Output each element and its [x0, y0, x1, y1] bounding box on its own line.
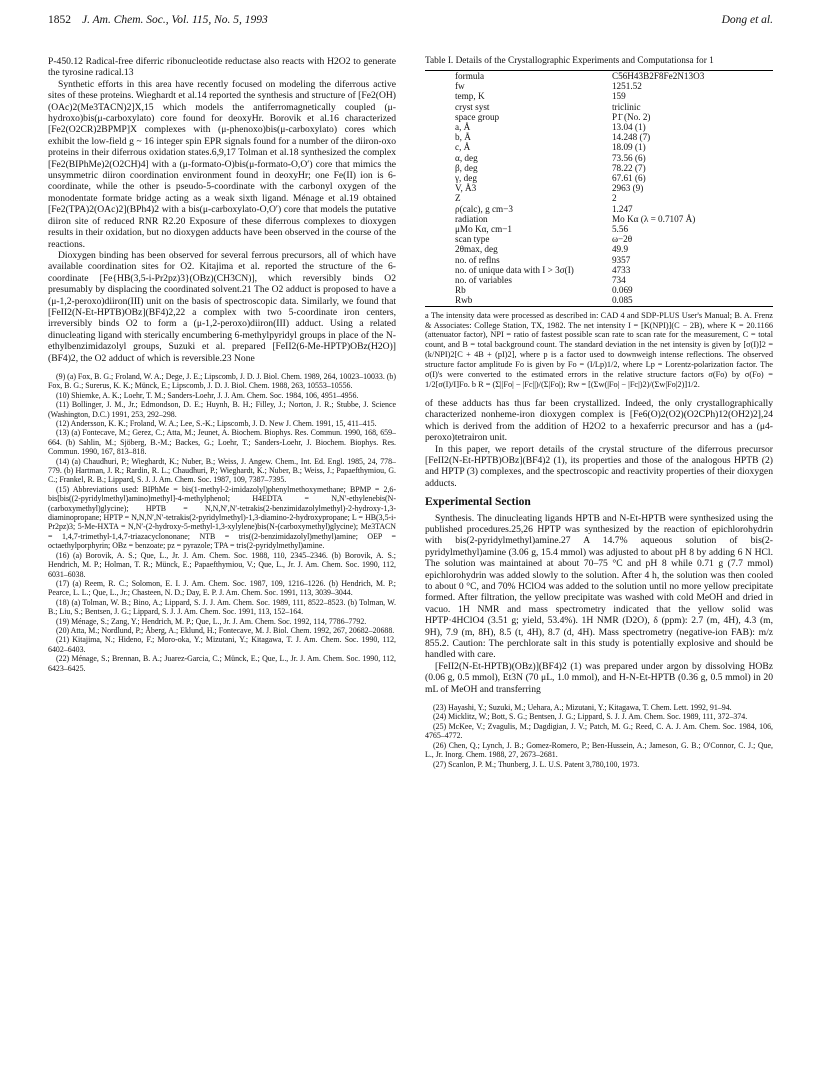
- table-param-value: 49.9: [611, 244, 629, 255]
- table-row: [425, 112, 773, 122]
- table-row: [425, 142, 773, 152]
- reference-item: (20) Atta, M.; Nordlund, P.; Åberg, A.; Eklund, H.; Fontecave, M. J. Biol. Chem. 1992, 267, 20682–20688.: [56, 625, 395, 635]
- table-row: [425, 71, 773, 82]
- table-row: [425, 153, 773, 163]
- reference-item: (16) (a) Borovik, A. S.; Que, L., Jr. J. Am. Chem. Soc. 1988, 110, 2345–2346. (b) Borovik, A. S.; Hendrich, M. P.; Holman, T. R.; Münck, E.; Papaefthymiou, V.; Que, L., Jr. J. Am. Chem. Soc. 1990, 112, 6031–6038.: [48, 550, 396, 579]
- crystallography-table: [425, 70, 773, 307]
- body-paragraph: [FeII2(N-Et-HPTB)(OBz)](BF4)2 (1) was prepared under argon by dissolving HOBz (0.06 g, 0.5 mmol), Et3N (70 μL, 1.0 mmol), and H-N-Et-HPTB (0.36 g, 0.5 mmol) in 20 mL of MeOH and transferring: [425, 660, 773, 695]
- table-param-value: 14.248 (7): [611, 132, 651, 143]
- body-paragraph: Dioxygen binding has been observed for several ferrous precursors, all of which have available coordination sites for O2. Kitajima et al. reported the structure of the 6-coordinate [Fe{HB(3,5-i-Pr2pz)3}(OBz)(CH3CN)], which reversibly binds O2 presumably by displacing the coordinated solvent.21 The O2 adduct is proposed to have a (μ-1,2-peroxo)diiron(III) unit on the basis of spectroscopic data. Similarly, we found that [FeII2(N-Et-HPTB)OBz](BF4)2,22 a complex with two 5-coordinate iron centers, irreversibly binds O2 to form a (μ-1,2-peroxo)diiron(III) adduct. Using a related dinucleating ligand with sterically encumbering 6-methylpyridyl groups in place of the N-ethylbenzimidazolyl groups, Suzuki et al. prepared [FeII2(6-Me-HPTP)OBz(H2O)](BF4)2, the O2 adduct of which is reversible.23 None: [48, 249, 396, 364]
- right-column: [425, 56, 773, 769]
- page-number: 1852: [48, 14, 71, 26]
- table-row: [425, 132, 773, 142]
- table-param-value: 5.56: [611, 224, 629, 235]
- table-param-value: 78.22 (7): [611, 162, 646, 173]
- table-param-label: cryst syst: [455, 101, 490, 112]
- table-param-label: γ, deg: [455, 173, 477, 184]
- table-param-label: radiation: [455, 213, 488, 224]
- table-param-value: 13.04 (1): [611, 122, 646, 133]
- references-left: [48, 372, 396, 673]
- table-param-label: scan type: [455, 234, 490, 245]
- table-param-label: a, Å: [455, 122, 471, 133]
- table-param-label: no. of variables: [455, 275, 512, 286]
- table-row: [425, 173, 773, 183]
- reference-item: (10) Shiemke, A. K.; Loehr, T. M.; Sanders-Loehr, J. J. Am. Chem. Soc. 1984, 106, 4951–4956.: [56, 390, 359, 400]
- table-param-value: C56H43B2F8Fe2N13O3: [611, 71, 705, 81]
- reference-item: (21) Kitajima, N.; Hideno, F.; Moro-oka, Y.; Mizutani, Y.; Kitagawa, T. J. Am. Chem. Soc. 1990, 112, 6402–6403.: [48, 635, 396, 654]
- reference-item: (15) Abbreviations used: BIPhMe = bis(1-methyl-2-imidazolyl)phenylmethoxymethane; BPMP = 2,6-bis[bis((2-pyridylmethyl)amino)methyl]-4-methylphenol; H4EDTA = N,N′-ethylenebis(N-(carboxymethyl)glycine); HPTB = N,N,N′,N′-tetrakis(2-benzimidazolylmethyl)-2-hydroxy-1,3-diaminopropane; HPTP = N,N,N′,N′-tetrakis(2-pyridylmethyl)-1,3-diamino-2-hydroxypropane; L = HB(3,5-i-Pr2pz)3; 5-Me-HXTA = N,N′-(2-hydroxy-5-methyl-1,3-xylylene)bis(N-(carboxymethyl)glycine); Me3TACN = 1,4,7-trimethyl-1,4,7-triazacyclononane; NTB = tris((2-benzimidazolyl)methyl)amine; OEP = octaethylporphyrin; OBz = benzoate; pz = pyrazole; TPA = tris(2-pyridylmethyl)amine.: [48, 484, 396, 551]
- table-row: [425, 234, 773, 244]
- table-row: [425, 102, 773, 112]
- table-param-value: P1̄ (No. 2): [611, 111, 651, 122]
- reference-item: (11) Bollinger, J. M., Jr.; Edmondson, D. E.; Huynh, B. H.; Filley, J.; Norton, J. R.; Stubbe, J. Science (Washington, D.C.) 1991, 253, 292–298.: [48, 400, 396, 419]
- body-paragraph: In this paper, we report details of the crystal structure of the diferrous precursor [FeII2(N-Et-HPTB)OBz](BF4)2 (1), its properties and those of the analogous HPTB (2) and HPTP (3) complexes, and the spectroscopic and reactivity properties of their dioxygen adducts.: [425, 443, 773, 489]
- body-paragraph: P-450.12 Radical-free diferric ribonucleotide reductase also reacts with H2O2 to generate the tyrosine radical.13: [48, 56, 396, 79]
- reference-item: (25) McKee, V.; Zvagulis, M.; Dagdigian, J. V.; Patch, M. G.; Reed, C. A. J. Am. Chem. Soc. 1984, 106, 4765–4772.: [425, 721, 773, 741]
- reference-item: (26) Chen, Q.; Lynch, J. B.; Gomez-Romero, P.; Ben-Hussein, A.; Jameson, G. B.; O'Connor, C. J.; Que, L., Jr. Inorg. Chem. 1988, 27, 2673–2681.: [425, 740, 773, 760]
- body-paragraph: Synthetic efforts in this area have recently focused on modeling the diferrous active sites of these proteins. Wieghardt et al.14 reported the synthesis and structure of [Fe2(OH)(OAc)2(Me3TACN)2]X,15 which models the antiferromagnetically coupled (μ-hydroxo)bis(μ-carboxylato) core found for deoxyHr. Borovik et al.16 characterized [Fe2(O2CR)2BPMP]X complexes with (μ-phenoxo)bis(μ-carboxylato) cores which exhibit the low-field g ~ 16 integer spin EPR signals found for a number of the diiron-oxo proteins in their diferrous oxidation states.6,9,17 Tolman et al.18 synthesized the complex [Fe2(BIPhMe)2(O2CH)4] with a (μ-formato-O)bis(μ-formato-O,O′) core that mimics the unsymmetric diiron coordination environment found in deoxyHr; one Fe(II) ion is 6-coordinate, while the other is pseudo-5-coordinate with the carbonyl oxygen of the monodentate formate bridge acting as a weak sixth ligand. Ménage et al.19 obtained [Fe2(TPA)2(OAc)2](BPh4)2 with a bis(μ-carboxylato-O,O′) core that models the putative diiron site of reduced RNR R2.20 Exposure of these diferrous complexes to dioxygen results in their oxidation, but no dioxygen adducts have been observed in the course of the reactions.: [48, 78, 396, 250]
- table-param-value: 67.61 (6): [611, 173, 646, 184]
- table-param-value: triclinic: [611, 101, 641, 112]
- table-row: [425, 193, 773, 203]
- table-param-label: β, deg: [455, 162, 478, 173]
- table-param-label: μMo Kα, cm−1: [455, 224, 513, 235]
- table-param-value: 2963 (9): [611, 183, 644, 194]
- table-param-label: no. of reflns: [455, 254, 500, 265]
- reference-item: (9) (a) Fox, B. G.; Froland, W. A.; Dege, J. E.; Lipscomb, J. D. J. Biol. Chem. 1989, 264, 10023–10033. (b) Fox, B. G.; Surerus, K. K.; Münck, E.; Lipscomb, J. D. J. Biol. Chem. 1988, 263, 10553–10556.: [48, 371, 396, 391]
- running-authors: Dong et al.: [721, 14, 773, 26]
- reference-item: (12) Andersson, K. K.; Froland, W. A.; Lee, S.-K.; Lipscomb, J. D. New J. Chem. 1991, 15, 411–415.: [56, 419, 377, 428]
- table-param-label: α, deg: [455, 152, 478, 163]
- references-right: [425, 703, 773, 769]
- table-param-label: V, Å3: [455, 183, 477, 194]
- table-row: [425, 224, 773, 234]
- table-param-label: c, Å: [455, 142, 471, 153]
- table-param-label: Z: [455, 193, 461, 204]
- table-row: [425, 244, 773, 254]
- table-param-label: ρ(calc), g cm−3: [455, 203, 513, 214]
- table-param-label: space group: [455, 111, 500, 122]
- table-row: [425, 255, 773, 265]
- body-paragraph: of these adducts has thus far been crystallized. Indeed, the only crystallographically characterized nonheme-iron dioxygen complex is [Fe6(O)2(O2)(O2CPh)12(OH2)2],24 which is derived from the addition of H2O2 to a hexaferric precursor and has a (μ4-peroxo)tetrairon unit.: [425, 397, 773, 444]
- reference-item: (23) Hayashi, Y.; Suzuki, M.; Uehara, A.; Mizutani, Y.; Kitagawa, T. Chem. Lett. 1992, 91–94.: [433, 703, 732, 713]
- table-row: [425, 81, 773, 91]
- reference-item: (13) (a) Fontecave, M.; Gerez, C.; Atta, M.; Jeunet, A. Biochem. Biophys. Res. Commun. 1990, 168, 659–664. (b) Sahlin, M.; Sjöberg, B.-M.; Backes, G.; Loehr, T.; Sanders-Loehr, J. Biochem. Biophys. Res. Commun. 1990, 167, 813–818.: [48, 428, 396, 457]
- table-row: [425, 285, 773, 295]
- table-param-label: b, Å: [455, 132, 471, 143]
- body-paragraph: Synthesis. The dinucleating ligands HPTB and N-Et-HPTB were synthesized using the published procedures.25,26 HPTP was synthesized by the reaction of epichlorohydrin with bis(2-pyridylmethyl)amine.27 A 14.7% aqueous solution of bis(2-pyridylmethyl)amine (3.06 g, 15.4 mmol) was adjusted to about pH 8 by adding 6 N HCl. The solution was maintained at about 70–75 °C and pH 8 while 0.71 g (7.7 mmol) epichlorohydrin was added slowly to the solution. After 4 h, the solution was then cooled to about 0 °C, and 70% HClO4 was added to the solution until no more yellow precipitate formed. After filtration, the yellow precipitate was washed with cold MeOH and dried in vacuo. 1H NMR and mass spectrometry indicated that the yellow solid was HPTP·4HClO4 (3.51 g; yield, 53.4%). 1H NMR (D2O), δ (ppm): 2.7 (m, 4H), 4.3 (m, 9H), 7.9 (m, 8H), 8.5 (t, 4H), 8.7 (d, 4H). Mass spectrometry (negative-ion FAB): m/z 855.2. Caution: The perchlorate salt in this study is potentially explosive and should be handled with care.: [425, 512, 773, 661]
- table-param-value: 1.247: [611, 203, 633, 214]
- table-param-value: 2: [611, 193, 617, 204]
- table-param-value: 73.56 (6): [611, 152, 646, 163]
- table-param-label: fw: [455, 81, 465, 92]
- reference-item: (17) (a) Reem, R. C.; Solomon, E. I. J. Am. Chem. Soc. 1987, 109, 1216–1226. (b) Hendrich, M. P.; Pearce, L. L.; Que, L., Jr.; Chasteen, N. D.; Day, E. P. J. Am. Chem. Soc. 1991, 113, 3039–3044.: [48, 578, 396, 598]
- table-row: [425, 204, 773, 214]
- reference-item: (18) (a) Tolman, W. B.; Bino, A.; Lippard, S. J. J. Am. Chem. Soc. 1989, 111, 8522–8523. (b) Tolman, W. B.; Liu, S.; Bentsen, J. G.; Lippard, S. J. J. Am. Chem. Soc. 1991, 113, 152–164.: [48, 597, 396, 617]
- reference-item: (19) Ménage, S.; Zang, Y.; Hendrich, M. P.; Que, L., Jr. J. Am. Chem. Soc. 1992, 114, 7786–7792.: [56, 616, 367, 626]
- page-header: [48, 14, 773, 36]
- table-row: [425, 275, 773, 285]
- table-row: [425, 122, 773, 132]
- table-param-value: Mo Kα (λ = 0.7107 Å): [611, 213, 696, 224]
- table-row: [425, 163, 773, 173]
- reference-item: (22) Ménage, S.; Brennan, B. A.; Juarez-Garcia, C.; Münck, E.; Que, L., Jr. J. Am. Chem. Soc. 1990, 112, 6423–6425.: [48, 654, 396, 673]
- reference-item: (24) Micklitz, W.; Bott, S. G.; Bentsen, J. G.; Lippard, S. J. J. Am. Chem. Soc. 1989, 111, 372–374.: [433, 712, 748, 722]
- table-row: [425, 214, 773, 224]
- table-row: [425, 265, 773, 275]
- table-param-value: 18.09 (1): [611, 142, 646, 153]
- reference-item: (14) (a) Chaudhuri, P.; Wieghardt, K.; Nuber, B.; Weiss, J. Angew. Chem., Int. Ed. Engl. 1985, 24, 778–779. (b) Hartman, J. R.; Rardin, R. L.; Chaudhuri, P.; Wieghardt, K.; Nuber, B.; Weiss, J.; Papaefthymiou, G. C.; Frankel, R. B.; Lippard, S. J. J. Am. Chem. Soc. 1987, 109, 7387–7395.: [48, 456, 396, 485]
- table-param-value: 9357: [611, 254, 631, 265]
- table-param-label: temp, K: [455, 91, 485, 102]
- table-row: [425, 183, 773, 193]
- table-param-value: 0.085: [611, 295, 633, 306]
- table-param-value: 159: [611, 91, 626, 102]
- table-param-value: 734: [611, 275, 626, 286]
- table-param-value: 0.069: [611, 285, 633, 296]
- table-param-label: 2θmax, deg: [455, 244, 498, 255]
- journal-citation: J. Am. Chem. Soc., Vol. 115, No. 5, 1993: [82, 14, 268, 26]
- table-param-label: formula: [455, 71, 485, 81]
- left-column: [48, 56, 396, 673]
- table-row: [425, 295, 773, 306]
- table-row: [425, 91, 773, 101]
- reference-item: (27) Scanlon, P. M.; Thunberg, J. L. U.S. Patent 3,780,100, 1973.: [433, 759, 640, 769]
- table-param-label: Rb: [455, 285, 466, 296]
- table-caption: Table I. Details of the Crystallographic Experiments and Computationsa for 1: [425, 56, 714, 66]
- table-param-label: Rwb: [455, 295, 473, 306]
- table-param-value: 4733: [611, 264, 631, 275]
- section-heading: Experimental Section: [425, 496, 531, 509]
- table-footnote: a The intensity data were processed as described in: CAD 4 and SDP-PLUS User's Manual; B. A. Frenz & Associates: College Station, TX, 1982. The net intensity I = [K(NPI)](C − 2B), where K = 20.1166 (attenuator factor), NPI = ratio of fastest possible scan rate to scan rate for the measurement, C = total count, and B = total background count. The standard deviation in the net intensity is given by [σ(I)]2 = (k/NPI)2[C + 4B + (pI)2], where p is a factor used to downweigh intense reflections. The observed structure factor amplitude Fo is given by Fo = (I/Lp)1/2, where Lp = Lorentz-polarization factor. The σ(I)'s were converted to the estimated errors in the relative structure factors σ(Fo) by σ(Fo) = 1/2[σ(I)/I]Fo. b R = (Σ||Fo| − |Fc||)/(Σ|Fo|); Rw = [(Σw(|Fo| − |Fc|)2)/(Σw|Fo|2)]1/2.: [425, 310, 773, 390]
- table-param-label: no. of unique data with I > 3σ(I): [455, 264, 574, 275]
- table-param-value: 1251.52: [611, 81, 642, 92]
- table-param-value: ω−2θ: [611, 234, 633, 245]
